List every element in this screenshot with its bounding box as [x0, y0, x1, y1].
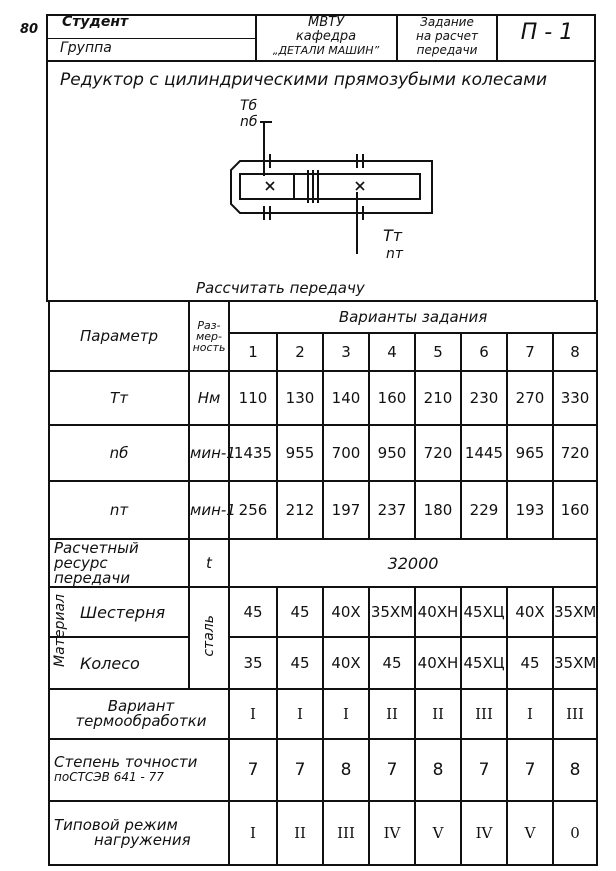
row-unit: мин-1 — [189, 481, 229, 539]
cell-value: 229 — [461, 481, 507, 539]
accuracy-label-line: поСТСЭВ 641 - 77 — [54, 770, 164, 784]
institute-name: МВТУ — [308, 15, 344, 30]
cell-value: I — [229, 689, 277, 739]
row-label — [49, 739, 229, 801]
cell-value: II — [369, 689, 415, 739]
table-header-row — [49, 301, 597, 333]
cell-value: IV — [369, 801, 415, 865]
student-label: Студент — [62, 14, 129, 30]
variant-number: 7 — [507, 333, 553, 371]
cell-value: 40Х — [323, 637, 369, 689]
row-unit: t — [189, 539, 229, 587]
cell-value: 210 — [415, 371, 461, 425]
input-speed-label: nб — [240, 114, 258, 130]
cell-value: 35ХМ — [553, 637, 597, 689]
cell-value: 45 — [369, 637, 415, 689]
variant-number: 8 — [553, 333, 597, 371]
cell-value: 40ХН — [415, 637, 461, 689]
variant-number: 3 — [323, 333, 369, 371]
cell-value: 45 — [229, 587, 277, 637]
param-header: Параметр — [49, 301, 189, 371]
cell-value: III — [323, 801, 369, 865]
unit-header-line: ность — [192, 340, 226, 354]
variant-number: 5 — [415, 333, 461, 371]
cell-value: 35ХМ — [369, 587, 415, 637]
cell-value: 7 — [277, 739, 323, 801]
cell-value: 130 — [277, 371, 323, 425]
wheel-label: Колесо — [80, 653, 140, 673]
row-label — [49, 539, 189, 587]
frame-right-border — [594, 62, 596, 302]
row-label: nт — [49, 481, 189, 539]
resource-label-line: ресурс передачи — [54, 553, 130, 587]
page-number: 80 — [20, 22, 39, 37]
pinion-label: Шестерня — [80, 602, 166, 622]
cell-value: V — [415, 801, 461, 865]
variants-header: Варианты задания — [229, 301, 597, 333]
heat-label-line: термообработки — [75, 712, 207, 730]
department-name: „ДЕТАЛИ МАШИН” — [272, 44, 380, 57]
cell-value: 8 — [323, 739, 369, 801]
cell-value: III — [553, 689, 597, 739]
mode-label-line: Типовой режим — [54, 816, 178, 834]
material-group-label: Материал — [52, 594, 68, 667]
table-row-accuracy — [49, 739, 597, 801]
cell-value: 40Х — [507, 587, 553, 637]
cell-value: I — [277, 689, 323, 739]
unit-header — [189, 301, 229, 371]
cell-value: 180 — [415, 481, 461, 539]
header-divider — [46, 38, 256, 39]
cell-value: 256 — [229, 481, 277, 539]
table-row-nb — [49, 425, 597, 481]
cell-value: II — [415, 689, 461, 739]
cell-value: 720 — [415, 425, 461, 481]
department-line: кафедра — [295, 29, 357, 44]
cell-value: 950 — [369, 425, 415, 481]
cell-value: 160 — [369, 371, 415, 425]
cell-value: 45ХЦ — [461, 587, 507, 637]
cell-value: 35 — [229, 637, 277, 689]
cell-value: 45 — [277, 587, 323, 637]
diagram-caption: Рассчитать передачу — [196, 279, 365, 297]
material-unit: сталь — [189, 587, 229, 689]
row-label — [49, 637, 189, 689]
cell-value: IV — [461, 801, 507, 865]
variant-number: 1 — [229, 333, 277, 371]
row-unit: мин-1 — [189, 425, 229, 481]
table-row-tt — [49, 371, 597, 425]
table-row-pinion — [49, 587, 597, 637]
cell-value: 45 — [507, 637, 553, 689]
cell-value: 140 — [323, 371, 369, 425]
row-unit: Нм — [189, 371, 229, 425]
cell-value: 193 — [507, 481, 553, 539]
cell-value: 1435 — [229, 425, 277, 481]
task-line-3: передачи — [416, 43, 478, 57]
resource-value: 32000 — [229, 539, 597, 587]
row-label — [49, 801, 229, 865]
variant-number: 4 — [369, 333, 415, 371]
cell-value: 7 — [507, 739, 553, 801]
variant-number: 2 — [277, 333, 323, 371]
cell-value: 45ХЦ — [461, 637, 507, 689]
output-speed-label: nт — [386, 246, 404, 262]
task-code: П - 1 — [520, 20, 574, 45]
cell-value: 160 — [553, 481, 597, 539]
cell-value: 1445 — [461, 425, 507, 481]
cell-value: I — [229, 801, 277, 865]
cell-value: 8 — [553, 739, 597, 801]
output-torque-label: Тт — [383, 226, 403, 245]
task-line-1: Задание — [420, 15, 474, 29]
table-row-wheel — [49, 637, 597, 689]
heat-label-line: Вариант — [107, 697, 175, 715]
cell-value: 237 — [369, 481, 415, 539]
table-row-heat — [49, 689, 597, 739]
page-title: Редуктор с цилиндрическими прямозубыми колесами — [60, 70, 547, 90]
resource-label-line: Расчетный — [54, 538, 139, 557]
cell-value: 7 — [461, 739, 507, 801]
cell-value: 965 — [507, 425, 553, 481]
accuracy-label-line: Степень точности — [54, 753, 198, 771]
cell-value: 7 — [369, 739, 415, 801]
cell-value: 7 — [229, 739, 277, 801]
cell-value: 212 — [277, 481, 323, 539]
cell-value: I — [507, 689, 553, 739]
unit-header-line: Раз- — [197, 318, 221, 332]
cell-value: 720 — [553, 425, 597, 481]
cell-value: 230 — [461, 371, 507, 425]
unit-header-line: мер- — [195, 329, 223, 343]
variant-number: 6 — [461, 333, 507, 371]
cell-value: 45 — [277, 637, 323, 689]
cell-value: 40ХН — [415, 587, 461, 637]
cell-value: I — [323, 689, 369, 739]
cell-value: 700 — [323, 425, 369, 481]
cell-value: 955 — [277, 425, 323, 481]
cell-value: 40Х — [323, 587, 369, 637]
mode-label-line: нагружения — [94, 831, 191, 849]
input-torque-label: Тб — [240, 98, 258, 114]
gearbox-diagram — [48, 96, 594, 281]
cell-value: 270 — [507, 371, 553, 425]
group-label: Группа — [60, 40, 112, 56]
cell-value: 330 — [553, 371, 597, 425]
cell-value: 0 — [553, 801, 597, 865]
cell-value: 8 — [415, 739, 461, 801]
table-row-nt — [49, 481, 597, 539]
row-label: Тт — [49, 371, 189, 425]
cell-value: III — [461, 689, 507, 739]
cell-value: 35ХМ — [553, 587, 597, 637]
row-label — [49, 689, 229, 739]
table-row-mode — [49, 801, 597, 865]
parameters-table — [48, 300, 598, 866]
cell-value: 110 — [229, 371, 277, 425]
task-line-2: на расчет — [415, 29, 479, 43]
cell-value: 197 — [323, 481, 369, 539]
cell-value: II — [277, 801, 323, 865]
cell-value: V — [507, 801, 553, 865]
row-label: nб — [49, 425, 189, 481]
table-row-resource — [49, 539, 597, 587]
